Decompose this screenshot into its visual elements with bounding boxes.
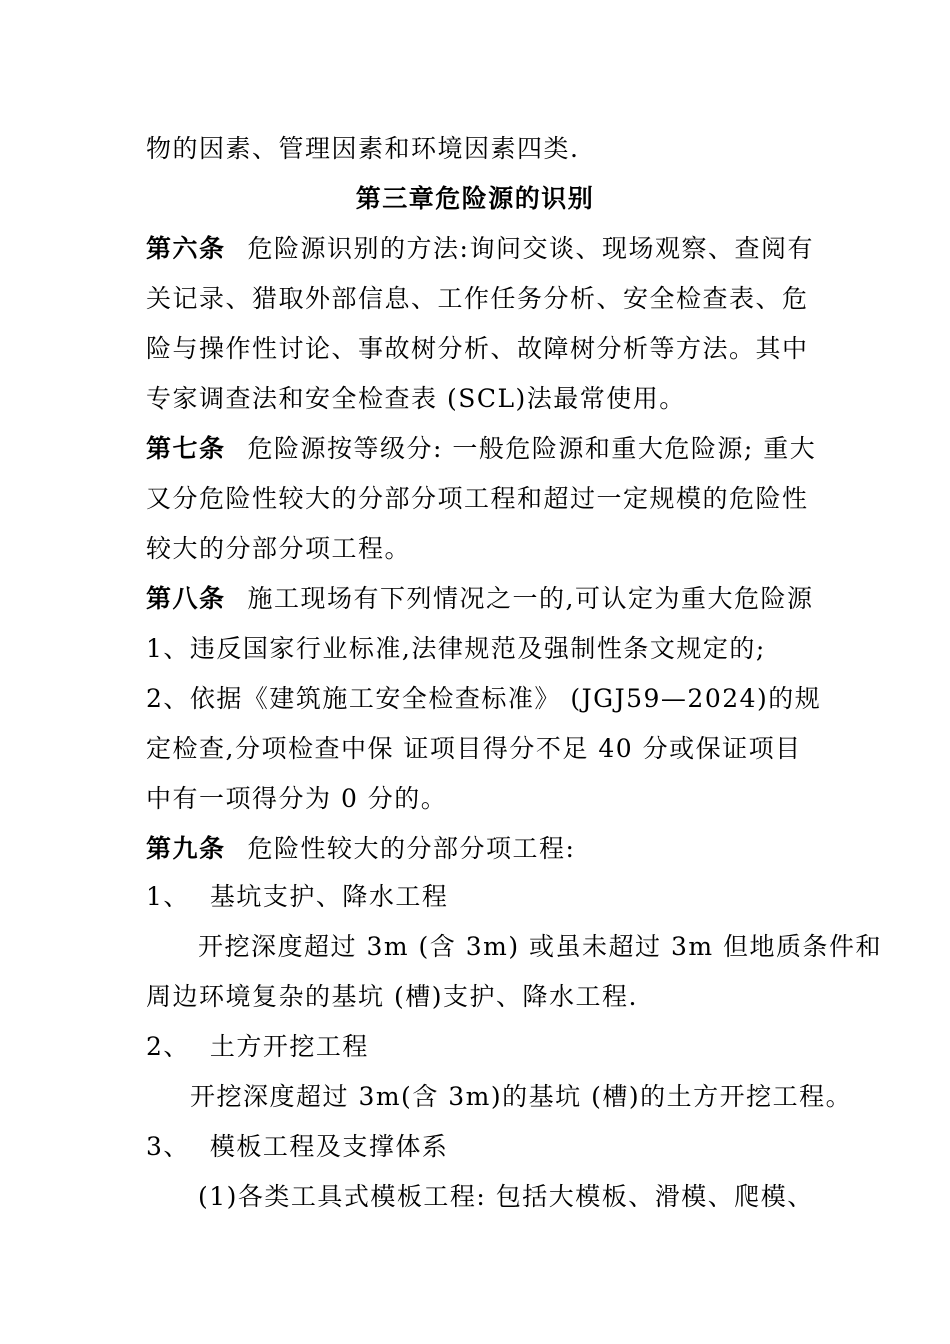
article-9-line-1 xyxy=(146,824,826,874)
text: 关记录、猎取外部信息、工作任务分析、安全检查表、危 xyxy=(146,284,809,313)
text: 较大的分部分项工程。 xyxy=(146,534,412,563)
chapter-title: 第三章危险源的识别 xyxy=(355,184,595,213)
paragraph-line xyxy=(146,124,826,174)
article-label: 第七条 xyxy=(146,434,226,463)
text: (1)各类工具式模板工程: 包括大模板、滑模、爬模、 xyxy=(198,1182,814,1211)
text: 危险源按等级分: 一般危险源和重大危险源; 重大 xyxy=(247,434,817,463)
article-7-line-2 xyxy=(146,474,826,524)
article-label: 第六条 xyxy=(146,234,226,263)
text: 险与操作性讨论、事故树分析、故障树分析等方法。其中 xyxy=(146,334,809,363)
text: 专家调查法和安全检查表 (SCL)法最常使用。 xyxy=(146,384,686,413)
article-8-item-2-line-1 xyxy=(146,674,826,724)
text: 物的因素、管理因素和环境因素四类. xyxy=(146,134,580,163)
text: 土方开挖工程 xyxy=(209,1032,369,1061)
article-8-item-2-line-3 xyxy=(146,774,826,824)
text: 开挖深度超过 3m (含 3m) 或虽未超过 3m 但地质条件和 xyxy=(198,932,883,961)
item-number: 1、 xyxy=(146,882,190,911)
item-3-title xyxy=(146,1122,826,1172)
article-label: 第九条 xyxy=(146,834,226,863)
text: 2、依据《建筑施工安全检查标准》 (JGJ59—2024)的规 xyxy=(146,684,822,713)
article-6-line-1 xyxy=(146,224,826,274)
text: 周边环境复杂的基坑 (槽)支护、降水工程. xyxy=(146,982,638,1011)
article-label: 第八条 xyxy=(146,584,226,613)
text: 1、违反国家行业标准,法律规范及强制性条文规定的; xyxy=(146,634,766,663)
article-7-line-1 xyxy=(146,424,826,474)
article-8-line-1 xyxy=(146,574,826,624)
article-6-line-2 xyxy=(146,274,826,324)
text: 施工现场有下列情况之一的,可认定为重大危险源 xyxy=(247,584,814,613)
item-2-desc-line-1 xyxy=(190,1072,870,1122)
text: 定检查,分项检查中保 证项目得分不足 40 分或保证项目 xyxy=(146,734,802,763)
text: 模板工程及支撑体系 xyxy=(209,1132,449,1161)
article-8-item-1 xyxy=(146,624,826,674)
article-7-line-3 xyxy=(146,524,826,574)
text: 又分危险性较大的分部分项工程和超过一定规模的危险性 xyxy=(146,484,809,513)
text: 开挖深度超过 3m(含 3m)的基坑 (槽)的土方开挖工程。 xyxy=(190,1082,853,1111)
article-6-line-4 xyxy=(146,374,826,424)
item-1-desc-line-1 xyxy=(198,922,883,972)
item-2-title xyxy=(146,1022,826,1072)
article-8-item-2-line-2 xyxy=(146,724,826,774)
text: 危险源识别的方法:询问交谈、现场观察、查阅有 xyxy=(247,234,814,263)
item-number: 2、 xyxy=(146,1032,190,1061)
article-6-line-3 xyxy=(146,324,826,374)
item-1-title xyxy=(146,872,826,922)
item-3-desc-line-1 xyxy=(198,1172,878,1222)
item-number: 3、 xyxy=(146,1132,190,1161)
text: 危险性较大的分部分项工程: xyxy=(247,834,576,863)
text: 基坑支护、降水工程 xyxy=(209,882,449,911)
text: 中有一项得分为 0 分的。 xyxy=(146,784,448,813)
item-1-desc-line-2 xyxy=(146,972,826,1022)
